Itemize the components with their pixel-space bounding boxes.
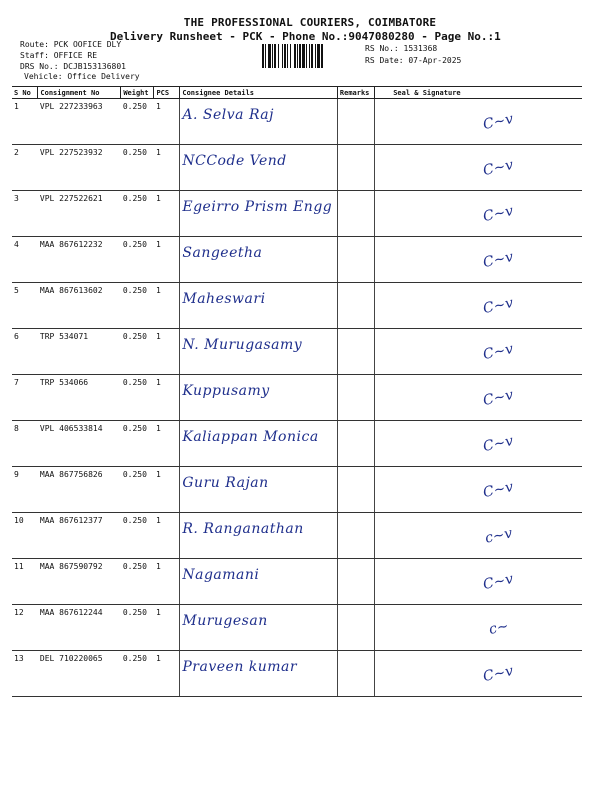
row-consignment-no: VPL 227522621	[38, 191, 121, 237]
row-consignee-handwritten: Guru Rajan	[180, 467, 338, 513]
row-consignment-no: MAA 867612377	[38, 513, 121, 559]
rs-number: RS No.: 1531368	[365, 44, 438, 53]
row-remarks	[337, 467, 374, 513]
row-remarks	[337, 145, 374, 191]
row-consignee-handwritten: N. Murugasamy	[180, 329, 338, 375]
table-row	[12, 651, 582, 697]
row-consignee-handwritten: Maheswari	[180, 283, 338, 329]
row-pcs: 1	[154, 421, 180, 467]
row-consignee-handwritten: Nagamani	[180, 559, 338, 605]
column-header-remarks: Remarks	[337, 87, 374, 99]
row-consignee-handwritten: Sangeetha	[180, 237, 338, 283]
row-pcs: 1	[154, 375, 180, 421]
row-consignment-no: MAA 867756826	[38, 467, 121, 513]
row-consignee-handwritten: Murugesan	[180, 605, 338, 651]
row-consignee-handwritten: Egeirro Prism Engg	[180, 191, 338, 237]
barcode-image	[262, 44, 352, 68]
row-pcs: 1	[154, 559, 180, 605]
row-signature	[375, 421, 582, 467]
handwritten-signature: C~v	[482, 433, 516, 455]
row-weight: 0.250	[121, 329, 154, 375]
handwritten-signature: C~v	[482, 203, 516, 225]
row-sno: 2	[12, 145, 38, 191]
column-header-signature: Seal & Signature	[375, 87, 582, 99]
row-sno: 5	[12, 283, 38, 329]
table-row	[12, 467, 582, 513]
table-row	[12, 559, 582, 605]
route-label: Route: PCK OOFICE DLY	[20, 40, 122, 49]
row-pcs: 1	[154, 191, 180, 237]
runsheet-table	[12, 86, 582, 697]
table-row	[12, 237, 582, 283]
vehicle-label: Vehicle: Office Delivery	[24, 72, 140, 81]
row-sno: 4	[12, 237, 38, 283]
row-sno: 12	[12, 605, 38, 651]
staff-label: Staff: OFFICE RE	[20, 51, 98, 60]
row-weight: 0.250	[121, 283, 154, 329]
row-sno: 9	[12, 467, 38, 513]
row-signature	[375, 283, 582, 329]
row-weight: 0.250	[121, 605, 154, 651]
table-row	[12, 375, 582, 421]
row-remarks	[337, 283, 374, 329]
table-row	[12, 191, 582, 237]
row-pcs: 1	[154, 467, 180, 513]
row-signature	[375, 605, 582, 651]
rs-date: RS Date: 07-Apr-2025	[365, 56, 462, 65]
column-header-weight: Weight	[121, 87, 154, 99]
column-header-pcs: PCS	[154, 87, 180, 99]
row-pcs: 1	[154, 651, 180, 697]
row-consignment-no: VPL 227233963	[38, 99, 121, 145]
row-signature	[375, 99, 582, 145]
drs-label: DRS No.: DCJB153136801	[20, 62, 126, 71]
row-signature	[375, 329, 582, 375]
row-sno: 6	[12, 329, 38, 375]
row-consignment-no: TRP 534071	[38, 329, 121, 375]
column-header-sno: S No	[12, 87, 38, 99]
row-sno: 1	[12, 99, 38, 145]
row-consignee-handwritten: NCCode Vend	[180, 145, 338, 191]
row-sno: 8	[12, 421, 38, 467]
row-weight: 0.250	[121, 651, 154, 697]
row-remarks	[337, 329, 374, 375]
handwritten-signature: C~v	[482, 479, 516, 501]
table-header-row	[12, 87, 582, 99]
row-consignee-handwritten: Praveen kumar	[180, 651, 338, 697]
row-signature	[375, 191, 582, 237]
table-row	[12, 145, 582, 191]
row-remarks	[337, 513, 374, 559]
row-weight: 0.250	[121, 513, 154, 559]
row-consignment-no: DEL 710220065	[38, 651, 121, 697]
row-sno: 13	[12, 651, 38, 697]
row-sno: 3	[12, 191, 38, 237]
row-weight: 0.250	[121, 99, 154, 145]
row-sno: 10	[12, 513, 38, 559]
row-consignment-no: MAA 867613602	[38, 283, 121, 329]
row-consignment-no: VPL 227523932	[38, 145, 121, 191]
column-header-consignee: Consignee Details	[180, 87, 338, 99]
row-sno: 7	[12, 375, 38, 421]
row-weight: 0.250	[121, 467, 154, 513]
table-row	[12, 329, 582, 375]
row-remarks	[337, 237, 374, 283]
row-consignee-handwritten: Kaliappan Monica	[180, 421, 338, 467]
row-pcs: 1	[154, 283, 180, 329]
column-header-consignment: Consignment No	[38, 87, 121, 99]
handwritten-signature: c~	[487, 618, 510, 638]
row-pcs: 1	[154, 513, 180, 559]
company-title: THE PROFESSIONAL COURIERS, COIMBATORE	[183, 16, 437, 29]
table-row	[12, 605, 582, 651]
row-signature	[375, 513, 582, 559]
row-pcs: 1	[154, 237, 180, 283]
row-remarks	[337, 375, 374, 421]
row-weight: 0.250	[121, 375, 154, 421]
row-remarks	[337, 651, 374, 697]
row-remarks	[337, 605, 374, 651]
row-signature	[375, 651, 582, 697]
row-weight: 0.250	[121, 421, 154, 467]
row-sno: 11	[12, 559, 38, 605]
row-consignment-no: MAA 867612244	[38, 605, 121, 651]
row-weight: 0.250	[121, 145, 154, 191]
row-remarks	[337, 559, 374, 605]
handwritten-signature: C~v	[482, 341, 516, 363]
row-signature	[375, 145, 582, 191]
table-row	[12, 513, 582, 559]
handwritten-signature: C~v	[482, 387, 516, 409]
table-row	[12, 283, 582, 329]
row-pcs: 1	[154, 605, 180, 651]
row-consignment-no: TRP 534066	[38, 375, 121, 421]
row-remarks	[337, 421, 374, 467]
handwritten-signature: C~v	[482, 249, 516, 271]
handwritten-signature: C~v	[482, 663, 516, 685]
row-consignee-handwritten: Kuppusamy	[180, 375, 338, 421]
row-consignee-handwritten: A. Selva Raj	[180, 99, 338, 145]
row-pcs: 1	[154, 145, 180, 191]
row-consignee-handwritten: R. Ranganathan	[180, 513, 338, 559]
handwritten-signature: C~v	[482, 295, 516, 317]
row-weight: 0.250	[121, 191, 154, 237]
row-weight: 0.250	[121, 237, 154, 283]
row-consignment-no: VPL 406533814	[38, 421, 121, 467]
row-consignment-no: MAA 867612232	[38, 237, 121, 283]
runsheet-subtitle: Delivery Runsheet - PCK - Phone No.:9047080280 - Page No.:1	[110, 30, 501, 43]
table-row	[12, 99, 582, 145]
row-signature	[375, 375, 582, 421]
handwritten-signature: c~v	[483, 525, 514, 547]
row-remarks	[337, 99, 374, 145]
handwritten-signature: C~v	[482, 111, 516, 133]
row-pcs: 1	[154, 99, 180, 145]
row-signature	[375, 237, 582, 283]
table-row	[12, 421, 582, 467]
row-weight: 0.250	[121, 559, 154, 605]
handwritten-signature: C~v	[482, 157, 516, 179]
row-pcs: 1	[154, 329, 180, 375]
row-signature	[375, 467, 582, 513]
row-consignment-no: MAA 867590792	[38, 559, 121, 605]
handwritten-signature: C~v	[482, 571, 516, 593]
row-signature	[375, 559, 582, 605]
row-remarks	[337, 191, 374, 237]
